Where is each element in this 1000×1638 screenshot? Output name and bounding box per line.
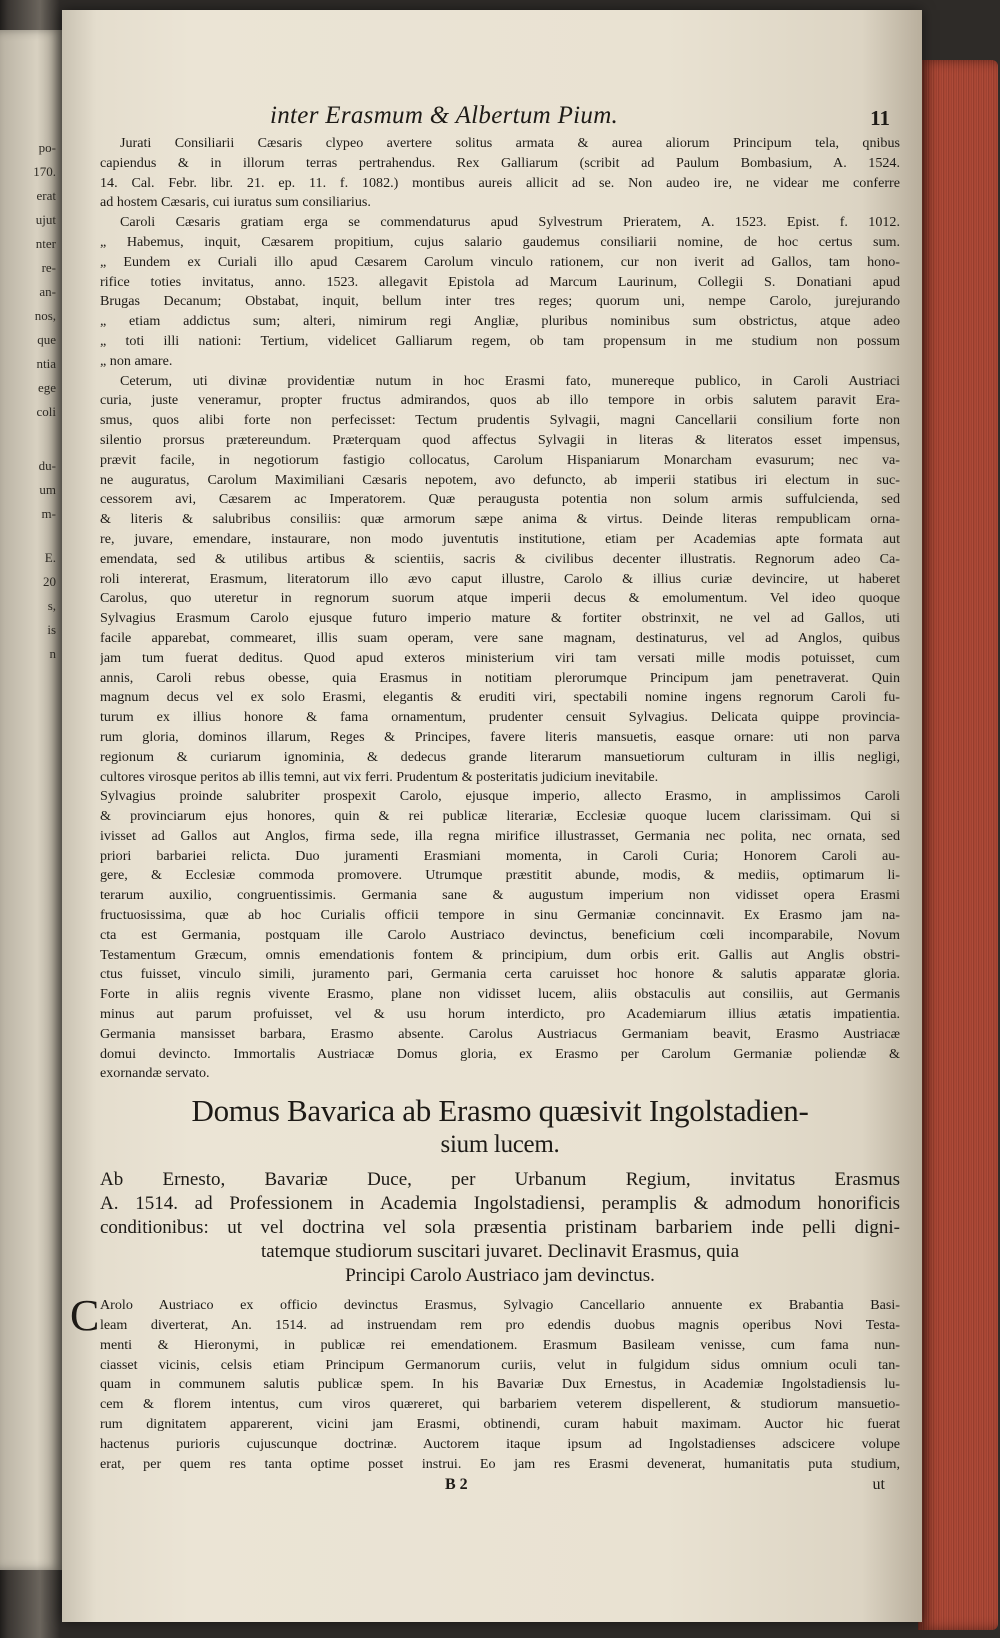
summary-line: Principi Carolo Austriaco jam devinctus. <box>345 1265 655 1287</box>
text-line: menti & Hieronymi, in publicæ rei emendationem. Erasmum Basileam venisse, cum fama nun- <box>100 1336 900 1353</box>
text-line: terarum auxilio, congruentissimis. Germania sane & augustum imperium non vidisset opera Erasmi <box>100 887 900 904</box>
margin-fragment: erat <box>36 188 56 203</box>
paragraph <box>100 213 900 371</box>
margin-fragment: nter <box>35 236 56 251</box>
text-line: Germania mansisset barbara, Erasmo absente. Carolus Austriacus Germaniam beavit, Erasmo Austriacæ <box>100 1025 900 1042</box>
text-line: jam tum fuerat deditus. Quod apud exteros ministerium viri tam versati mille modis potuisset, cum <box>100 649 900 666</box>
text-line: ctus fuisset, vinculo simili, juramento pari, Germania certa caruisset hoc honore & salutis apparatæ gloria. <box>100 966 900 983</box>
text-line: domui devincto. Immortalis Austriacæ Domus gloria, ex Erasmo per Carolum Germaniæ poliendæ & <box>100 1045 900 1062</box>
margin-fragment: is <box>47 622 56 637</box>
text-line: cultores virosque peritos ab illis temni, aut vix ferri. Prudentum & posteritatis judicium inevitabile. <box>100 768 659 785</box>
signature-mark: B 2 <box>445 1476 468 1494</box>
paragraph <box>100 787 900 1084</box>
text-line: emendata, sed & utilibus artibus & scientiis, sacris & civilibus decenter illustratis. Regnorum adeo Ca- <box>100 550 900 567</box>
paragraph <box>100 134 900 213</box>
page-footer <box>100 1476 900 1500</box>
page-number: 11 <box>870 106 890 130</box>
text-line: magnum decus vel ex solo Erasmi, elegantis & eruditi viri, spectabili nomine ingens regnorum Caroli fu- <box>100 689 900 706</box>
text-line: cem & florem intentus, cum viros quæreret, qui barbariem veterem dispellerent, & studiorum mansuetio- <box>100 1396 900 1413</box>
text-line: smus, quos alibi forte non perfecisset: Tectum prudentis Sylvagii, magni Cancellarii consilium forte non <box>100 412 900 429</box>
left-page-edge <box>0 30 62 1570</box>
text-line: fructuosissima, quæ ab hoc Curialis officii tempore in sinu Germaniæ concinnavit. Ex Erasmo jam na- <box>100 907 900 924</box>
text-line: ivisset ad Gallos aut Anglos, firma sede, illa regna mirifice illustrasset, Germania nec polita, nec ornata, sed <box>100 827 900 844</box>
margin-fragment: 20 <box>43 574 56 589</box>
text-line: cessorem avi, Cæsarem ac Imperatorem. Quæ peraugusta potentia non solum armis suffulcienda, sed <box>100 491 900 508</box>
text-line: turum ex illius honore & fama ornamentum, prudenter censuit Sylvagius. Delicata quippe provincia- <box>100 709 900 726</box>
running-title: inter Erasmum & Albertum Pium. <box>270 102 619 129</box>
text-line: Testamentum Græcum, omnis emendationis fontem & principium, dum orbis erit. Gallis aut Anglis obstri- <box>100 946 900 963</box>
text-line: & provinciarum ejus honores, quin & rei publicæ literariæ, Ecclesiæ quoque lucem clarissimam. Qui si <box>100 808 900 825</box>
margin-fragment: nos, <box>34 308 56 323</box>
text-line: leam diverterat, An. 1514. ad instruendam rem pro edendis duobus magnis operibus Novi Testa- <box>100 1317 900 1334</box>
section-summary <box>100 1168 900 1288</box>
summary-line: A. 1514. ad Professionem in Academia Ingolstadiensi, peramplis & admodum honorificis <box>100 1193 900 1215</box>
text-line: silentio prorsus prætereundum. Præterquam quod affectus Sylvagii in literas & literatos esset impensus, <box>100 431 900 448</box>
text-line: curia, juste veneramur, propter fructus admirandos, quos ab illo tempore in orbis salutem paravit Era- <box>100 392 900 409</box>
chapter-text <box>70 1291 900 1474</box>
page-content <box>70 100 900 1500</box>
text-line: ciasset vicinis, celsis etiam Principum Germanorum curiis, velut in fulgidum sidus omnium oculi tan- <box>100 1356 900 1373</box>
margin-fragment: n <box>49 646 56 661</box>
margin-fragment: 170. <box>33 164 56 179</box>
drop-cap: C <box>70 1291 100 1341</box>
text-line: ne auguratus, Carolum Maximiliani Cæsaris nepotem, avo defuncto, ab imperii statibus iri electum in suc- <box>100 471 900 488</box>
margin-fragment: po- <box>38 140 56 155</box>
text-line: Brugas Decanum; Obstabat, inquit, bellum inter tres reges; quorum uni, nempe Carolo, jurejurando <box>100 293 900 310</box>
section-heading <box>100 1094 900 1162</box>
margin-fragment: an- <box>39 284 56 299</box>
text-line: rum gloria, dominos illarum, Reges & Principes, favere literis mansuetis, easque ornare: uti non parva <box>100 728 900 745</box>
text-line: & literis & salubribus consiliis: quæ armorum sæpe anima & virtus. Deinde literas rempublicam orna- <box>100 511 900 528</box>
section-heading-line: sium lucem. <box>440 1131 560 1159</box>
margin-fragment: du- <box>38 458 56 473</box>
text-line: „ Eundem ex Curiali illo apud Cæsarem Carolum vinculo rationem, cur non iverit ad Gallos, tam hono- <box>100 253 900 270</box>
text-line: cta est Germania, postquam ille Carolo Austriaco devinctus, beneficium cœli incomparabile, Novum <box>100 926 900 943</box>
text-line: prævit facile, in negotiorum fastigio collocatus, Carolum Hispaniarum Monarcham evasurum; nec va- <box>100 451 900 468</box>
text-line: Jurati Consiliarii Cæsaris clypeo avertere solitus armata & aurea aliorum Principum tela, qnibus <box>120 135 900 151</box>
margin-fragment: ujut <box>35 212 56 227</box>
text-line: Carolus, quo uteretur in regnorum suorum atque imperii decus & emolumentum. Vel ideo quoque <box>100 590 900 607</box>
text-line: rifice toties invitatus, anno. 1523. allegavit Epistola ad Marcum Laurinum, Collegii S. Donatiani apud <box>100 273 900 290</box>
catchword: ut <box>872 1476 885 1494</box>
text-line: „ non amare. <box>100 352 173 369</box>
text-line: Sylvagius Erasmum Carolo ejusque futuro imperio mature & fortiter obstrinxit, ne vel ad Gallos, uti <box>100 610 900 627</box>
paragraph <box>100 372 900 788</box>
margin-fragment: coli <box>36 404 56 419</box>
text-line: roli intererat, Erasmum, literatorum illo ævo caput illustre, Carolo & illius curiæ devincire, ut haberet <box>100 570 900 587</box>
text-line: Ceterum, uti divinæ providentiæ nutum in hoc Erasmi fato, munereque publico, in Caroli Austriaci <box>120 372 900 389</box>
text-line: quam in communem salutis publicæ spem. In his Bavariæ Dux Ernestus, in Academiæ Ingolstadiensis lu- <box>100 1376 900 1393</box>
text-line: erat, per quem res tanta optime posset instrui. Eo jam res Erasmi devenerat, humanitatis puta studium, <box>100 1455 900 1472</box>
section-heading-line: Domus Bavarica ab Erasmo quæsivit Ingolstadien- <box>191 1093 809 1129</box>
text-line: annis, Caroli rebus obesse, quia Erasmus in notitiam plerorumque Principum jam penetraverat. Quin <box>100 669 900 686</box>
text-line: Sylvagius proinde salubriter prospexit Carolo, ejusque imperio, allecto Erasmo, in amplissimos Caroli <box>100 788 900 805</box>
running-head <box>100 100 900 134</box>
text-line: „ Habemus, inquit, Cæsarem propitium, cujus salario gaudemus consiliarii nomine, de hoc certus sum. <box>100 233 900 250</box>
text-line: ad hostem Cæsaris, cui iuratus sum consiliarius. <box>100 194 371 211</box>
page-stack-edge <box>918 60 998 1630</box>
margin-fragment: E. <box>44 550 56 565</box>
text-line: Arolo Austriaco ex officio devinctus Erasmus, Sylvagio Cancellario annuente ex Brabantia Basi- <box>100 1297 900 1314</box>
summary-line: tatemque studiorum suscitari juvaret. Declinavit Erasmus, quia <box>260 1241 740 1263</box>
text-line: facile apparebat, commearet, illis suam operam, vere sane magnam, destinaturus, vel ad Anglos, quibus <box>100 629 900 646</box>
text-line: „ etiam addictus sum; alteri, nimirum regi Angliæ, pluribus nominibus sum obstrictus, atque adeo <box>100 313 900 330</box>
summary-line: Ab Ernesto, Bavariæ Duce, per Urbanum Regium, invitatus Erasmus <box>100 1169 900 1191</box>
margin-fragment: s, <box>47 598 56 613</box>
text-line: Caroli Cæsaris gratiam erga se commendaturus apud Sylvestrum Prieratem, A. 1523. Epist. f. 1012. <box>120 214 900 231</box>
margin-fragment: que <box>37 332 56 347</box>
margin-fragment: ege <box>37 380 56 395</box>
text-line: capiendus & in illorum terras pertrahendus. Rex Galliarum (scribit ad Paulum Bombasium, A. 1524. <box>100 154 900 171</box>
margin-fragment: m- <box>41 506 56 521</box>
text-line: hactenus purioris cujuscunque doctrinæ. Auctorem itaque ipsum ad Ingolstadienses adscicere volupe <box>100 1435 900 1452</box>
margin-fragment: re- <box>41 260 56 275</box>
body-text <box>100 134 900 1084</box>
text-line: gere, & Ecclesiæ commoda promovere. Utrumque præstitit abunde, modis, & mediis, optimarum li- <box>100 867 900 884</box>
text-line: regionum & curiarum ignominia, & dedecus grande literarum mansuetiorum culturam in illis negligi, <box>100 748 900 765</box>
text-line: re, juvare, emendare, instaurare, non modo juventutis institutione, etiam per Academias apte formata aut <box>100 530 900 547</box>
summary-line: conditionibus: ut vel doctrina vel sola præsentia pristinam barbariem inde pelli digni- <box>100 1217 900 1239</box>
text-line: priori barbariei relicta. Duo juramenti Erasmiani momenta, in Caroli Curia; Honorem Caroli au- <box>100 847 900 864</box>
paragraph <box>100 1296 900 1474</box>
text-line: minus aut parum profuisset, vel & usu horum interdicto, pro Academiarum illius ætatis impatientia. <box>100 1006 900 1023</box>
margin-fragment: um <box>39 482 56 497</box>
text-line: Forte in aliis regnis vivente Erasmo, plane non vidisset lucem, aliis obstaculis aut consiliis, aut Germanis <box>100 986 900 1003</box>
text-line: rum dignitatem apparerent, vicini jam Erasmi, obtinendi, curam habuit maximam. Auctor hic fuerat <box>100 1416 900 1433</box>
text-line: 14. Cal. Febr. libr. 21. ep. 11. f. 1082.) montibus aureis allicit ad se. Non audeo ire, ne videar me conferre <box>100 174 900 191</box>
margin-fragment: ntia <box>36 356 56 371</box>
text-line: „ toti illi nationi: Tertium, videlicet Galliarum regem, ob tam propensum in me studium non possum <box>100 332 900 349</box>
text-line: exornandæ servato. <box>100 1065 210 1082</box>
